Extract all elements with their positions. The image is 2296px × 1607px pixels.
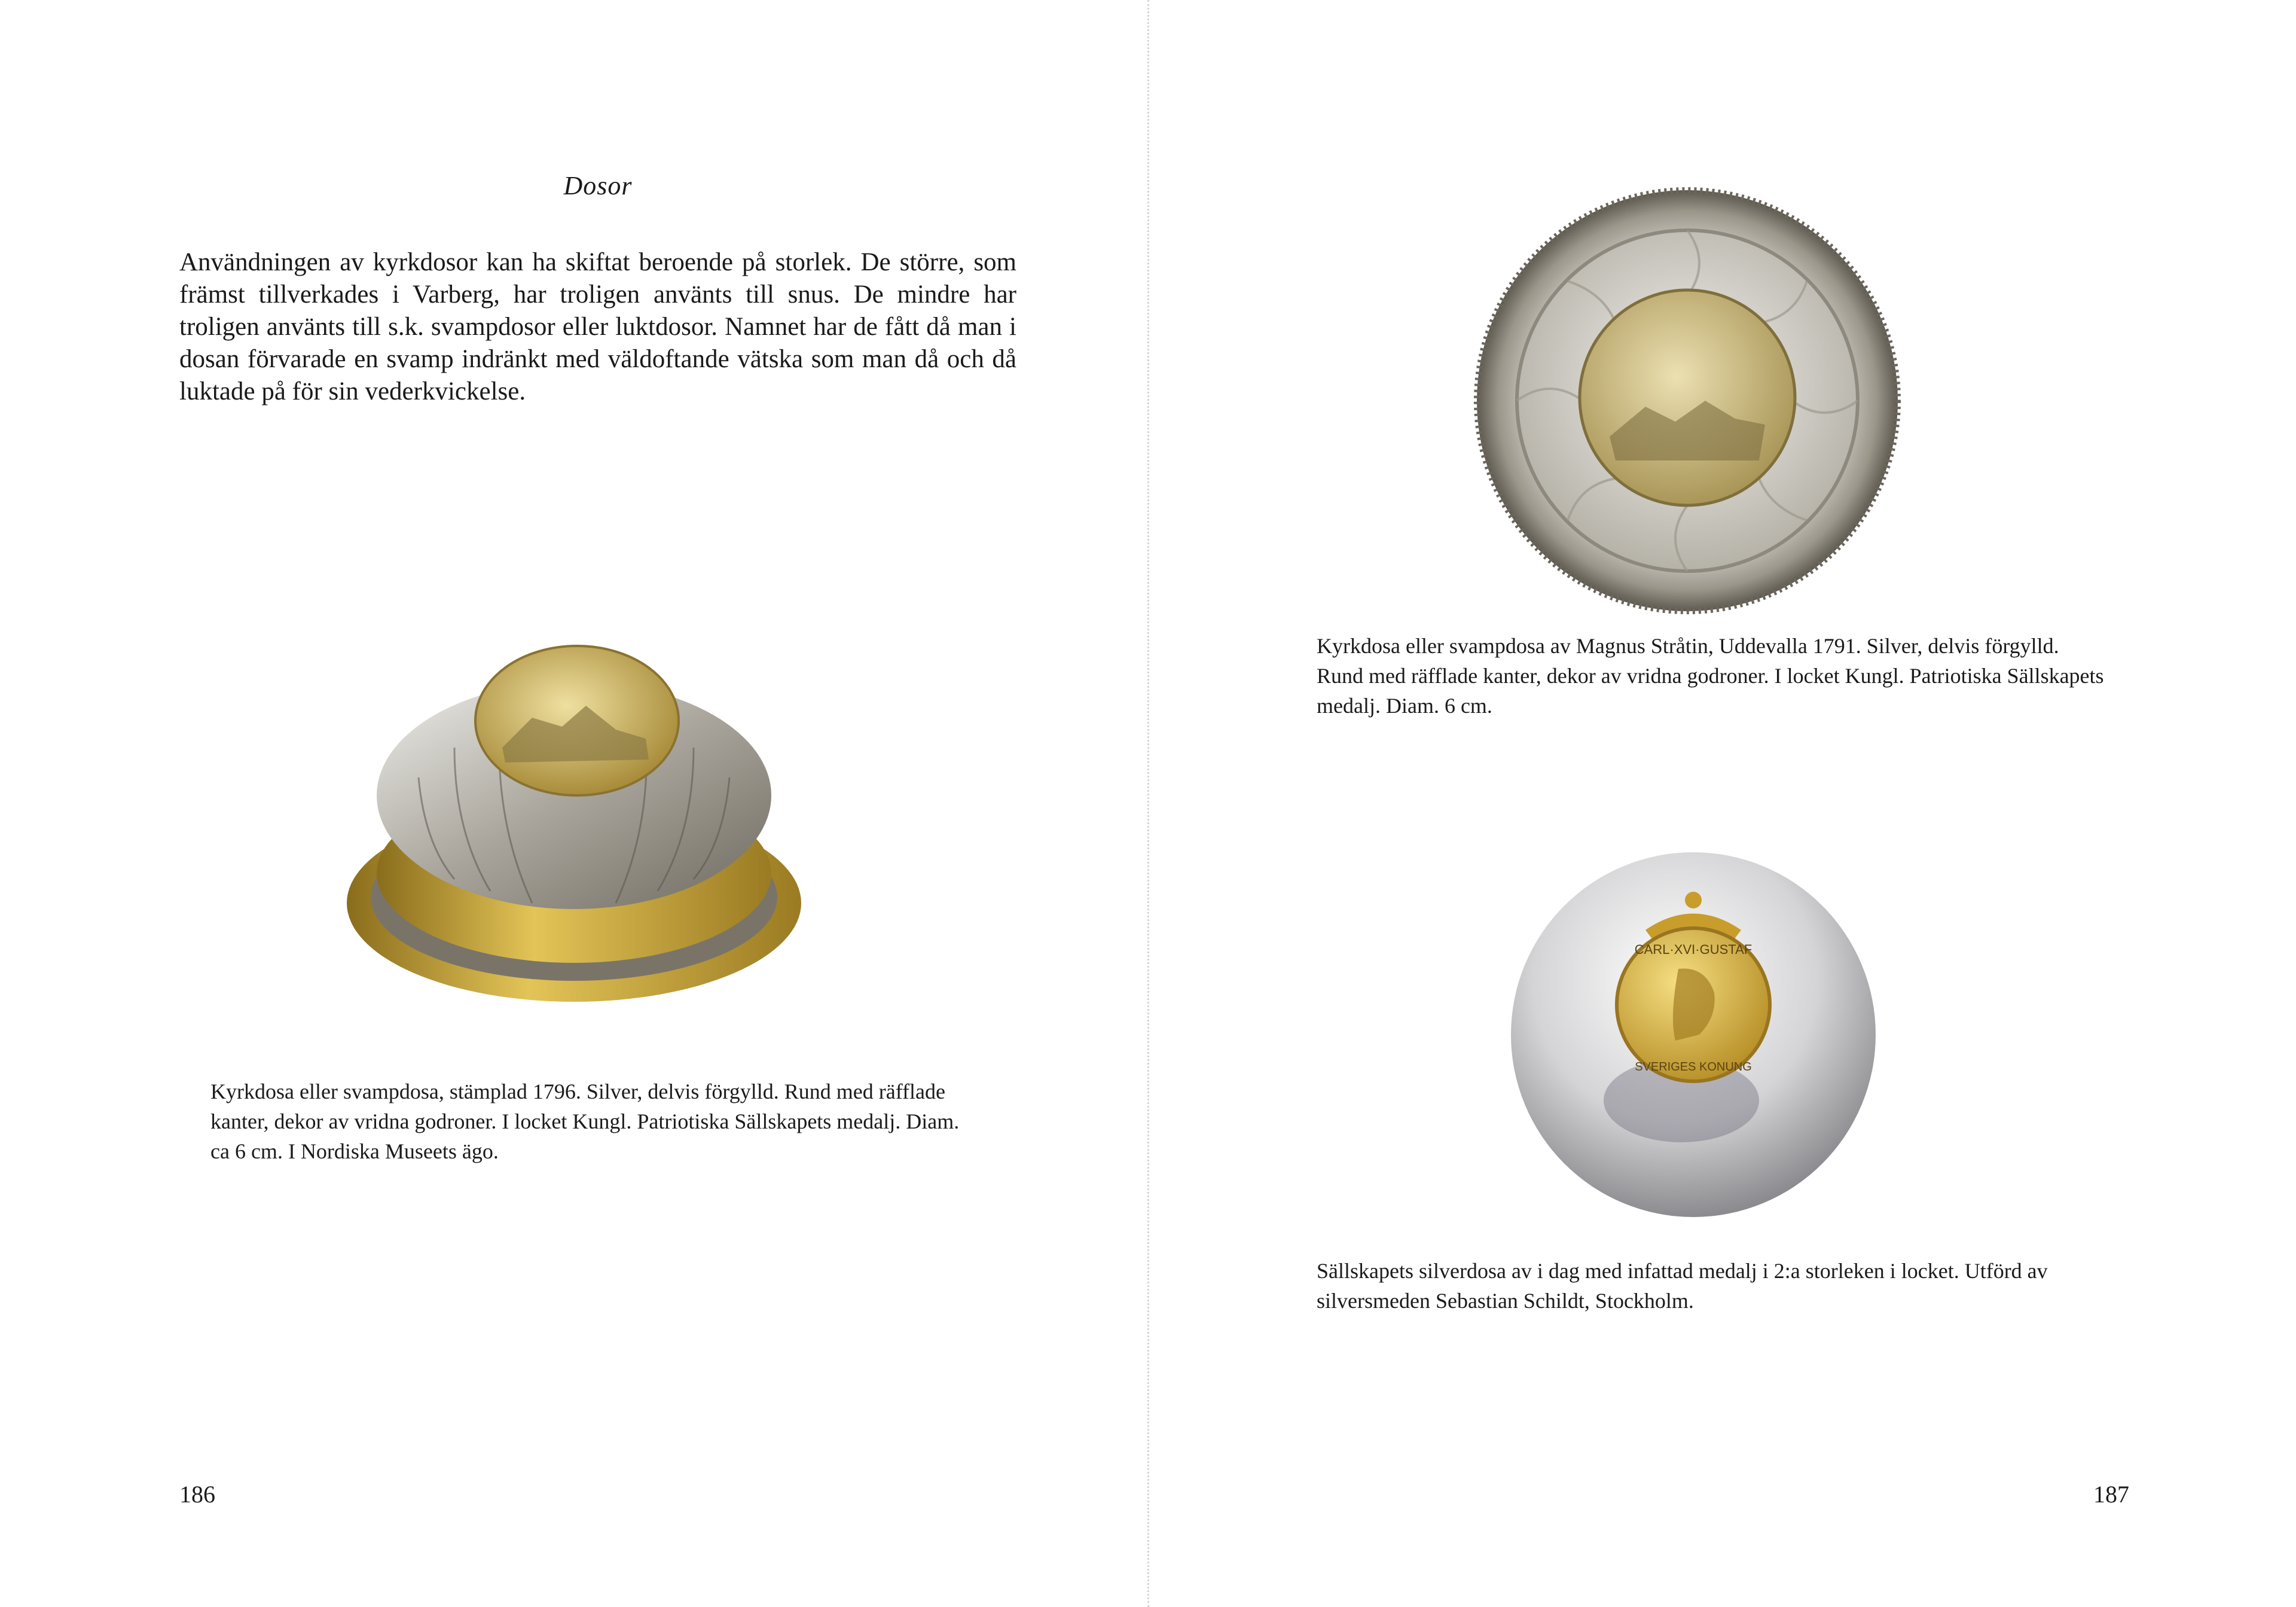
modern-box-illustration	[1508, 837, 1879, 1226]
modern-silver-box-photo	[1508, 837, 1879, 1226]
medal-inscription-bottom: SVERIGES KONUNG	[1635, 1060, 1752, 1074]
snuffbox-illustration	[335, 616, 813, 1035]
snuffbox-top-view-illustration	[1472, 185, 1903, 616]
left-page	[0, 0, 1147, 1607]
snuffbox-photo-1796	[335, 616, 813, 1035]
page-number-left: 186	[179, 1481, 215, 1508]
snuffbox-photo-1791	[1472, 185, 1903, 616]
photo-caption-bottom: Sällskapets silverdosa av i dag med infattad medalj i 2:a storleken i locket. Utförd av silversmeden Sebastian Schildt, Stockholm.	[1317, 1259, 2048, 1313]
photo-caption-top: Kyrkdosa eller svampdosa av Magnus Stråtin, Uddevalla 1791. Silver, delvis förgylld. Rund med räfflade kanter, dekor av vridna godroner. I locket Kungl. Patriotiska Sällskapets medalj. Diam. 6 cm.	[1317, 634, 2104, 718]
body-paragraph: Användningen av kyrkdosor kan ha skiftat beroende på storlek. De större, som främst tillverkades i Varberg, har troligen använts till snus. De mindre har troligen använts till s.k. svampdosor eller luktdosor. Namnet har de fått då man i dosan förvarade en svamp indränkt med väldoftande vätska som man då och då luktade på för sin vederkvickelse.	[179, 248, 1016, 405]
page-number-right: 187	[2093, 1481, 2129, 1508]
medal-inscription-top: CARL·XVI·GUSTAF	[1634, 942, 1752, 957]
section-heading: Dosor	[563, 171, 633, 200]
right-page	[1149, 0, 2296, 1607]
photo-caption-left: Kyrkdosa eller svampdosa, stämplad 1796. Silver, delvis förgylld. Rund med räfflade kanter, dekor av vridna godroner. I locket Kungl. Patriotiska Sällskapets medalj. Diam. ca 6 cm. I Nordiska Museets ägo.	[210, 1080, 960, 1163]
